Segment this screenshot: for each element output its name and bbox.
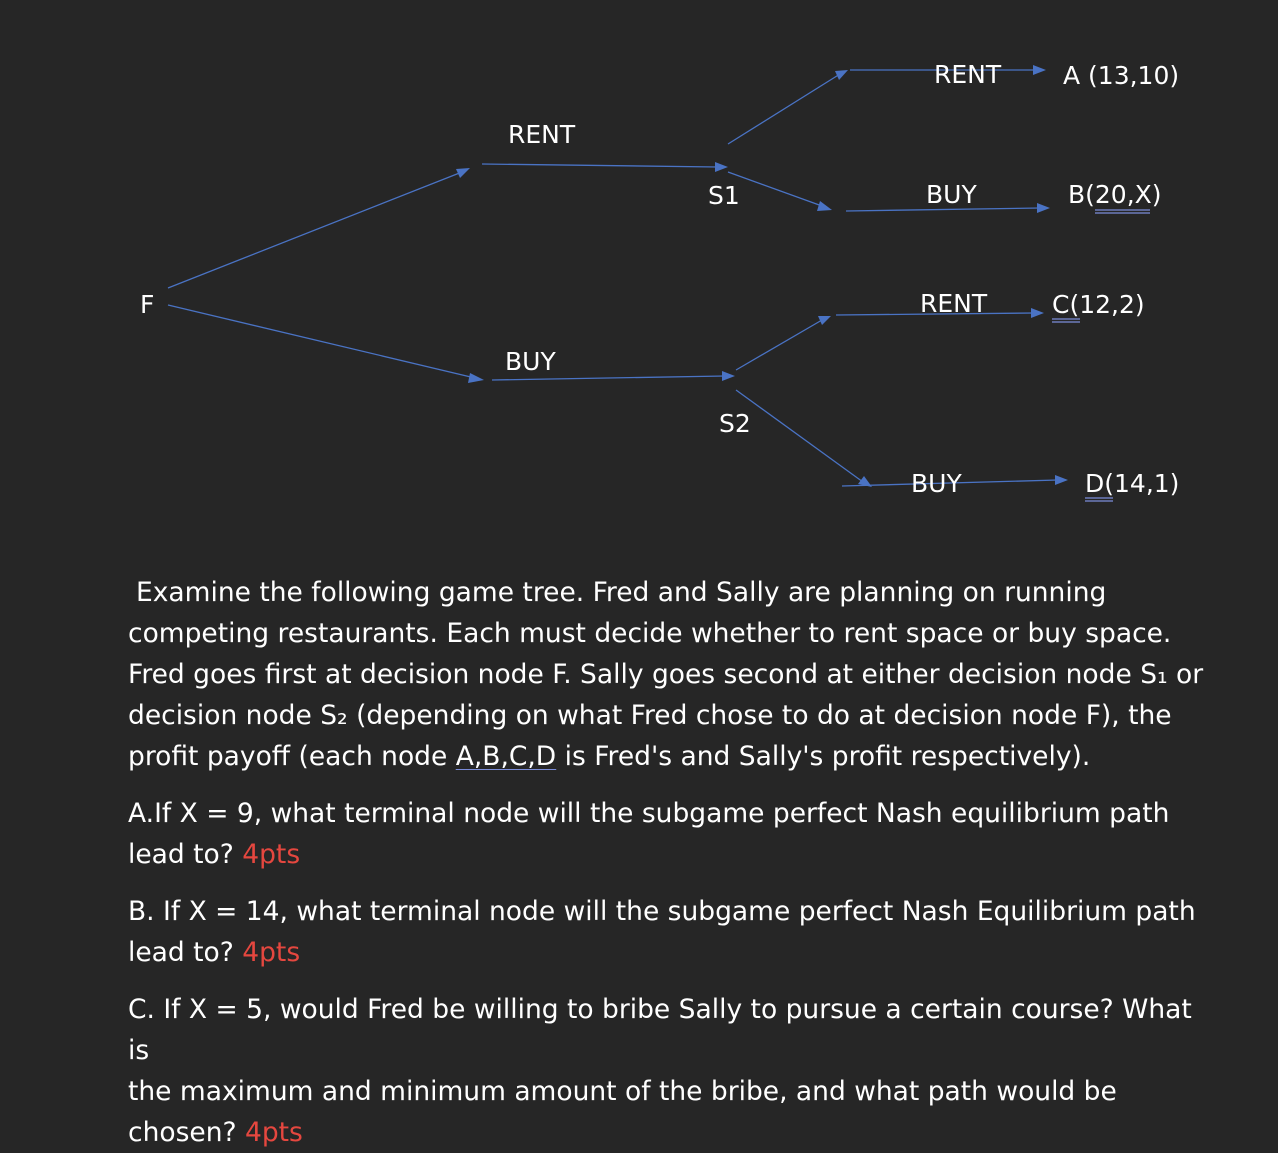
node-s2-label: S2 [719,409,751,438]
arrowhead-buy-b [1037,203,1050,213]
terminal-d-label: D(14,1) [1085,469,1180,498]
edge-buy-s2 [492,376,725,380]
edge-rent-s1 [482,164,718,167]
terminal-c-label: C(12,2) [1052,290,1145,319]
edge-s1-buy [728,172,822,206]
question-a-points: 4pts [242,839,301,870]
s2-rent-label: RENT [920,289,988,318]
arrowhead-rent-c [1031,308,1044,318]
tree-edges [168,65,1068,487]
question-c [128,989,1208,1153]
edge-s2-buy [736,390,863,482]
arrowhead-s1-buy [817,201,832,211]
arrowhead-f-buy [468,373,484,383]
intro-nodes-underlined: A,B,C,D [455,741,557,772]
question-b [128,891,1208,973]
intro-line-3: Fred goes first at decision node F. Sally goes second at either decision node S₁ or [128,659,1204,690]
node-s1-label: S1 [708,181,740,210]
terminal-b-label: B(20,X) [1068,180,1162,209]
intro-line-4: decision node S₂ (depending on what Fred chose to do at decision node F), the [128,700,1172,731]
arrowhead-buy-d [1055,475,1068,485]
intro-paragraph [128,572,1208,777]
question-a [128,793,1208,875]
edge-f-buy [168,305,475,378]
question-a-line-1: A.If X = 9, what terminal node will the subgame perfect Nash equilibrium path [128,798,1170,829]
arrowhead-rent-a [1033,65,1046,75]
question-b-points: 4pts [242,937,301,968]
intro-line-5a: profit payoff (each node [128,741,456,772]
fred-rent-label: RENT [508,120,576,149]
intro-line-2: competing restaurants. Each must decide whether to rent space or buy space. [128,618,1172,649]
arrowhead-rent-s1 [715,162,728,172]
intro-line-1: Examine the following game tree. Fred and Sally are planning on running [136,577,1107,608]
game-tree [0,0,1278,560]
fred-buy-label: BUY [505,347,556,376]
arrowhead-s1-rent [835,70,848,80]
question-a-line-2: lead to? [128,839,243,870]
edge-s2-rent [736,320,822,370]
s1-rent-label: RENT [934,60,1002,89]
question-c-line-1: C. If X = 5, would Fred be willing to bribe Sally to pursue a certain course? What is [128,994,1192,1066]
edge-f-rent [168,172,462,288]
node-f-label: F [140,290,155,319]
question-c-line-2: the maximum and minimum amount of the bribe, and what path would be [128,1076,1117,1107]
question-c-line-3: chosen? [128,1117,245,1148]
arrowhead-buy-s2 [722,371,735,381]
s1-buy-label: BUY [926,180,977,209]
arrowhead-f-rent [456,168,470,178]
intro-line-5b: is Fred's and Sally's profit respectively). [556,741,1091,772]
question-c-points: 4pts [244,1117,303,1148]
question-text [128,572,1208,1153]
edge-s1-rent [728,74,840,144]
terminal-a-label: A (13,10) [1063,61,1180,90]
question-b-line-2: lead to? [128,937,243,968]
question-b-line-1: B. If X = 14, what terminal node will the subgame perfect Nash Equilibrium path [128,896,1196,927]
s2-buy-label: BUY [911,469,962,498]
